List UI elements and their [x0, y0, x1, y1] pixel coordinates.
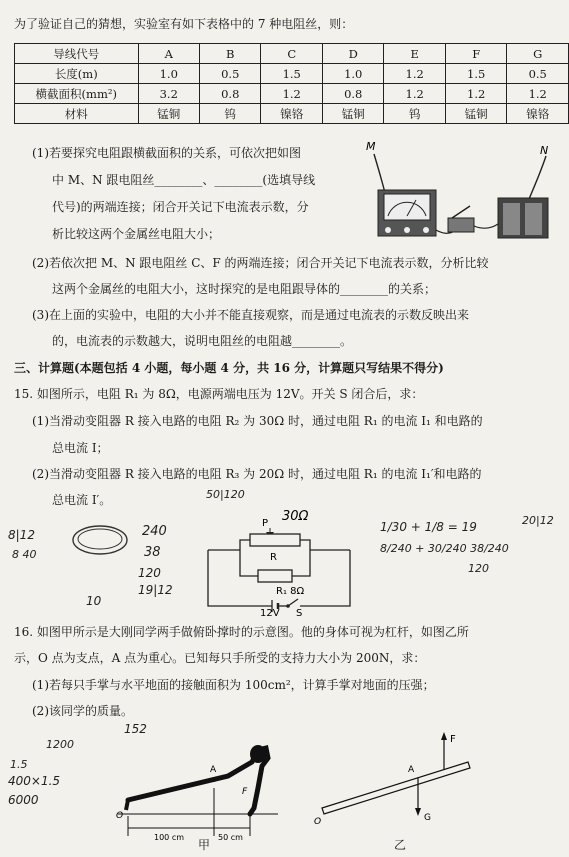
label-12v: 12V	[260, 608, 280, 618]
p16-line-2: 示，O 点为支点，A 点为重心。已知每只手所受的支持力大小为 200N，求：	[14, 651, 426, 665]
table-cell: 1.5	[261, 64, 322, 84]
q1-line-4: 析比较这两个金属丝电阻大小；	[52, 227, 221, 241]
intro-text: 为了验证自己的猜想，实验室有如下表格中的 7 种电阻丝，则：	[14, 17, 354, 31]
label-o-yi: O	[314, 817, 322, 827]
table-cell: 镍铬	[507, 104, 569, 124]
table-cell: 3.2	[138, 84, 199, 104]
label-f-yi: F	[450, 734, 456, 745]
battery-icon	[498, 198, 548, 238]
p16-line-1: 16. 如图甲所示是大刚同学两手做俯卧撑时的示意图。他的身体可视为杠杆，如图乙所	[14, 625, 469, 639]
q3-line-2: 的，电流表的示数越大，说明电阻丝的电阻越________。	[52, 334, 353, 348]
wire-table	[14, 43, 569, 124]
table-cell: 1.2	[384, 64, 445, 84]
note-120: 120	[138, 566, 161, 580]
p15-line-5: 总电流 I′。	[52, 493, 112, 507]
row-label: 横截面积(mm²)	[15, 84, 139, 104]
p16-line-4: (2)该同学的质量。	[32, 704, 133, 718]
p15-line-2: (1)当滑动变阻器 R 接入电路的电阻 R₂ 为 30Ω 时，通过电阻 R₁ 的电流 I₁ 和电路的	[32, 414, 483, 428]
note-240: 240	[142, 524, 167, 539]
row-label: 导线代号	[15, 44, 139, 64]
switch-icon	[448, 206, 474, 232]
label-a-yi: A	[408, 765, 415, 775]
table-cell: 0.5	[507, 64, 569, 84]
table-cell: F	[445, 44, 506, 64]
note-20-12: 20|12	[522, 514, 554, 527]
label-s: S	[296, 608, 303, 618]
note-400-times: 400×1.5	[8, 774, 61, 788]
label-r1: R₁ 8Ω	[276, 586, 305, 597]
note-8-12: 8|12	[8, 528, 35, 542]
note-120-b: 120	[468, 562, 489, 575]
table-cell: 0.8	[322, 84, 383, 104]
table-cell: D	[322, 44, 383, 64]
label-30-ohm: 30Ω	[282, 509, 309, 524]
person-figure	[126, 745, 268, 814]
label-f-jia: F	[242, 787, 248, 797]
table-cell: 1.2	[507, 84, 569, 104]
label-p: P	[262, 518, 269, 529]
row-label: 材料	[15, 104, 139, 124]
label-m: M	[366, 140, 376, 153]
q1-line-3: 代号)的两端连接；闭合开关记下电流表示数，分	[52, 200, 309, 214]
p15-line-1: 15. 如图所示，电阻 R₁ 为 8Ω，电源两端电压为 12V。开关 S 闭合后，求：	[14, 387, 424, 401]
q3-line-1: (3)在上面的实验中，电阻的大小并不能直接观察，而是通过电流表的示数反映出来	[32, 308, 470, 322]
note-6000: 6000	[8, 793, 39, 807]
p15-line-4: (2)当滑动变阻器 R 接入电路的电阻 R₃ 为 20Ω 时，通过电阻 R₁ 的电流 I₁′和电路的	[32, 467, 482, 481]
resistor-r1	[258, 570, 292, 582]
figure-jia-pushup	[108, 718, 288, 850]
table-cell: 1.5	[445, 64, 506, 84]
table-cell: 锰铜	[138, 104, 199, 124]
label-r: R	[270, 552, 277, 563]
note-fraction-common: 8/240 + 30/240 38/240	[380, 542, 509, 555]
note-1200: 1200	[46, 738, 74, 751]
table-cell: 1.2	[384, 84, 445, 104]
table-cell: 锰铜	[322, 104, 383, 124]
lever-bar	[322, 762, 470, 814]
p16-line-3: (1)若每只手掌与水平地面的接触面积为 100cm²，计算手掌对地面的压强；	[32, 678, 435, 692]
note-38: 38	[144, 545, 161, 560]
table-cell: B	[200, 44, 261, 64]
table-row	[15, 84, 569, 104]
label-dim-50: 50 cm	[218, 833, 243, 842]
figure-yi-lever	[310, 728, 480, 828]
resistance-apparatus-diagram	[360, 134, 565, 254]
wire-switch-battery	[474, 224, 498, 228]
section-3-heading: 三、计算题(本题包括 4 小题，每小题 4 分，共 16 分，计算题只写结果不得分)	[14, 361, 444, 375]
caption-jia: 甲	[198, 838, 211, 852]
table-cell: 锰铜	[445, 104, 506, 124]
table-cell: 1.0	[322, 64, 383, 84]
note-8-40: 8 40	[12, 548, 37, 561]
scribble-circle	[70, 522, 130, 558]
table-cell: A	[138, 44, 199, 64]
caption-yi: 乙	[394, 838, 407, 852]
table-cell: 钨	[200, 104, 261, 124]
p15-line-3: 总电流 I；	[52, 441, 109, 455]
switch-symbol	[278, 599, 298, 608]
label-n: N	[540, 144, 549, 157]
table-row	[15, 104, 569, 124]
note-1-5: 1.5	[10, 758, 28, 771]
table-row	[15, 64, 569, 84]
table-cell: 1.2	[261, 84, 322, 104]
table-cell: 钨	[384, 104, 445, 124]
row-label: 长度(m)	[15, 64, 139, 84]
note-19-12: 19|12	[138, 583, 173, 597]
note-fraction-sum: 1/30 + 1/8 = 19	[380, 520, 477, 534]
q1-line-1: (1)若要探究电阻跟横截面积的关系，可依次把如图	[32, 146, 301, 160]
table-cell: 1.2	[445, 84, 506, 104]
table-cell: G	[507, 44, 569, 64]
table-cell: C	[261, 44, 322, 64]
label-g-yi: G	[424, 813, 431, 823]
table-row	[15, 44, 569, 64]
table-cell: 0.5	[200, 64, 261, 84]
label-dim-100: 100 cm	[154, 833, 185, 842]
circuit-diagram	[200, 500, 360, 618]
rheostat-r	[250, 534, 300, 546]
note-152: 152	[124, 722, 147, 736]
table-cell: 0.8	[200, 84, 261, 104]
label-o-jia: O	[116, 811, 124, 821]
q2-line-2: 这两个金属丝的电阻大小，这时探究的是电阻跟导体的________的关系；	[52, 282, 437, 296]
q2-line-1: (2)若依次把 M、N 跟电阻丝 C、F 的两端连接；闭合开关记下电流表示数，分析比较	[32, 256, 489, 270]
point-a	[212, 778, 216, 782]
note-50-120: 50|120	[206, 488, 245, 501]
ammeter-icon	[378, 190, 436, 236]
note-10: 10	[86, 594, 102, 608]
q1-line-2: 中 M、N 跟电阻丝________、________(选填导线	[52, 173, 316, 187]
table-cell: E	[384, 44, 445, 64]
table-cell: 1.0	[138, 64, 199, 84]
label-a-jia: A	[210, 765, 217, 775]
table-cell: 镍铬	[261, 104, 322, 124]
